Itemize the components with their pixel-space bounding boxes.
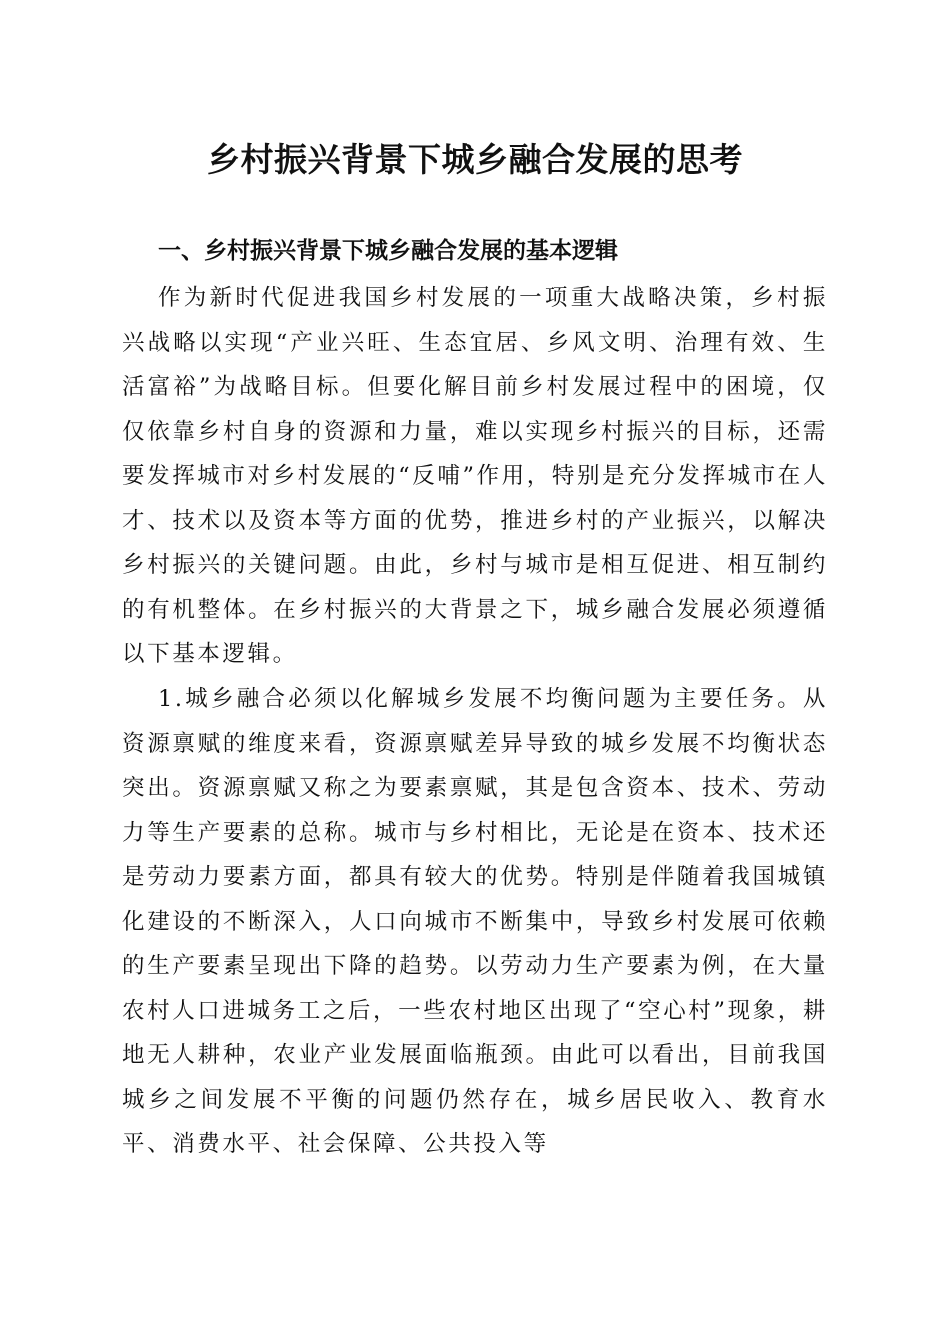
- paragraph-point-1: 1.城乡融合必须以化解城乡发展不均衡问题为主要任务。从资源禀赋的维度来看，资源禀赋差异导致的城乡发展不均衡状态突出。资源禀赋又称之为要素禀赋，其是包含资本、技术、劳动力等生产要素的总称。城市与乡村相比，无论是在资本、技术还是劳动力要素方面，都具有较大的优势。特别是伴随着我国城镇化建设的不断深入，人口向城市不断集中，导致乡村发展可依赖的生产要素呈现出下降的趋势。以劳动力生产要素为例，在大量农村人口进城务工之后，一些农村地区出现了“空心村”现象，耕地无人耕种，农业产业发展面临瓶颈。由此可以看出，目前我国城乡之间发展不平衡的问题仍然存在，城乡居民收入、教育水平、消费水平、社会保障、公共投入等: [122, 686, 828, 1157]
- paragraph-intro: 作为新时代促进我国乡村发展的一项重大战略决策，乡村振兴战略以实现“产业兴旺、生态宜居、乡风文明、治理有效、生活富裕”为战略目标。但要化解目前乡村发展过程中的困境，仅仅依靠乡村自身的资源和力量，难以实现乡村振兴的目标，还需要发挥城市对乡村发展的“反哺”作用，特别是充分发挥城市在人才、技术以及资本等方面的优势，推进乡村的产业振兴，以解决乡村振兴的关键问题。由此，乡村与城市是相互促进、相互制约的有机整体。在乡村振兴的大背景之下，城乡融合发展必须遵循以下基本逻辑。: [122, 285, 828, 667]
- section-heading: 一、乡村振兴背景下城乡融合发展的基本逻辑: [158, 238, 618, 264]
- document-title: 乡村振兴背景下城乡融合发展的思考: [207, 140, 743, 179]
